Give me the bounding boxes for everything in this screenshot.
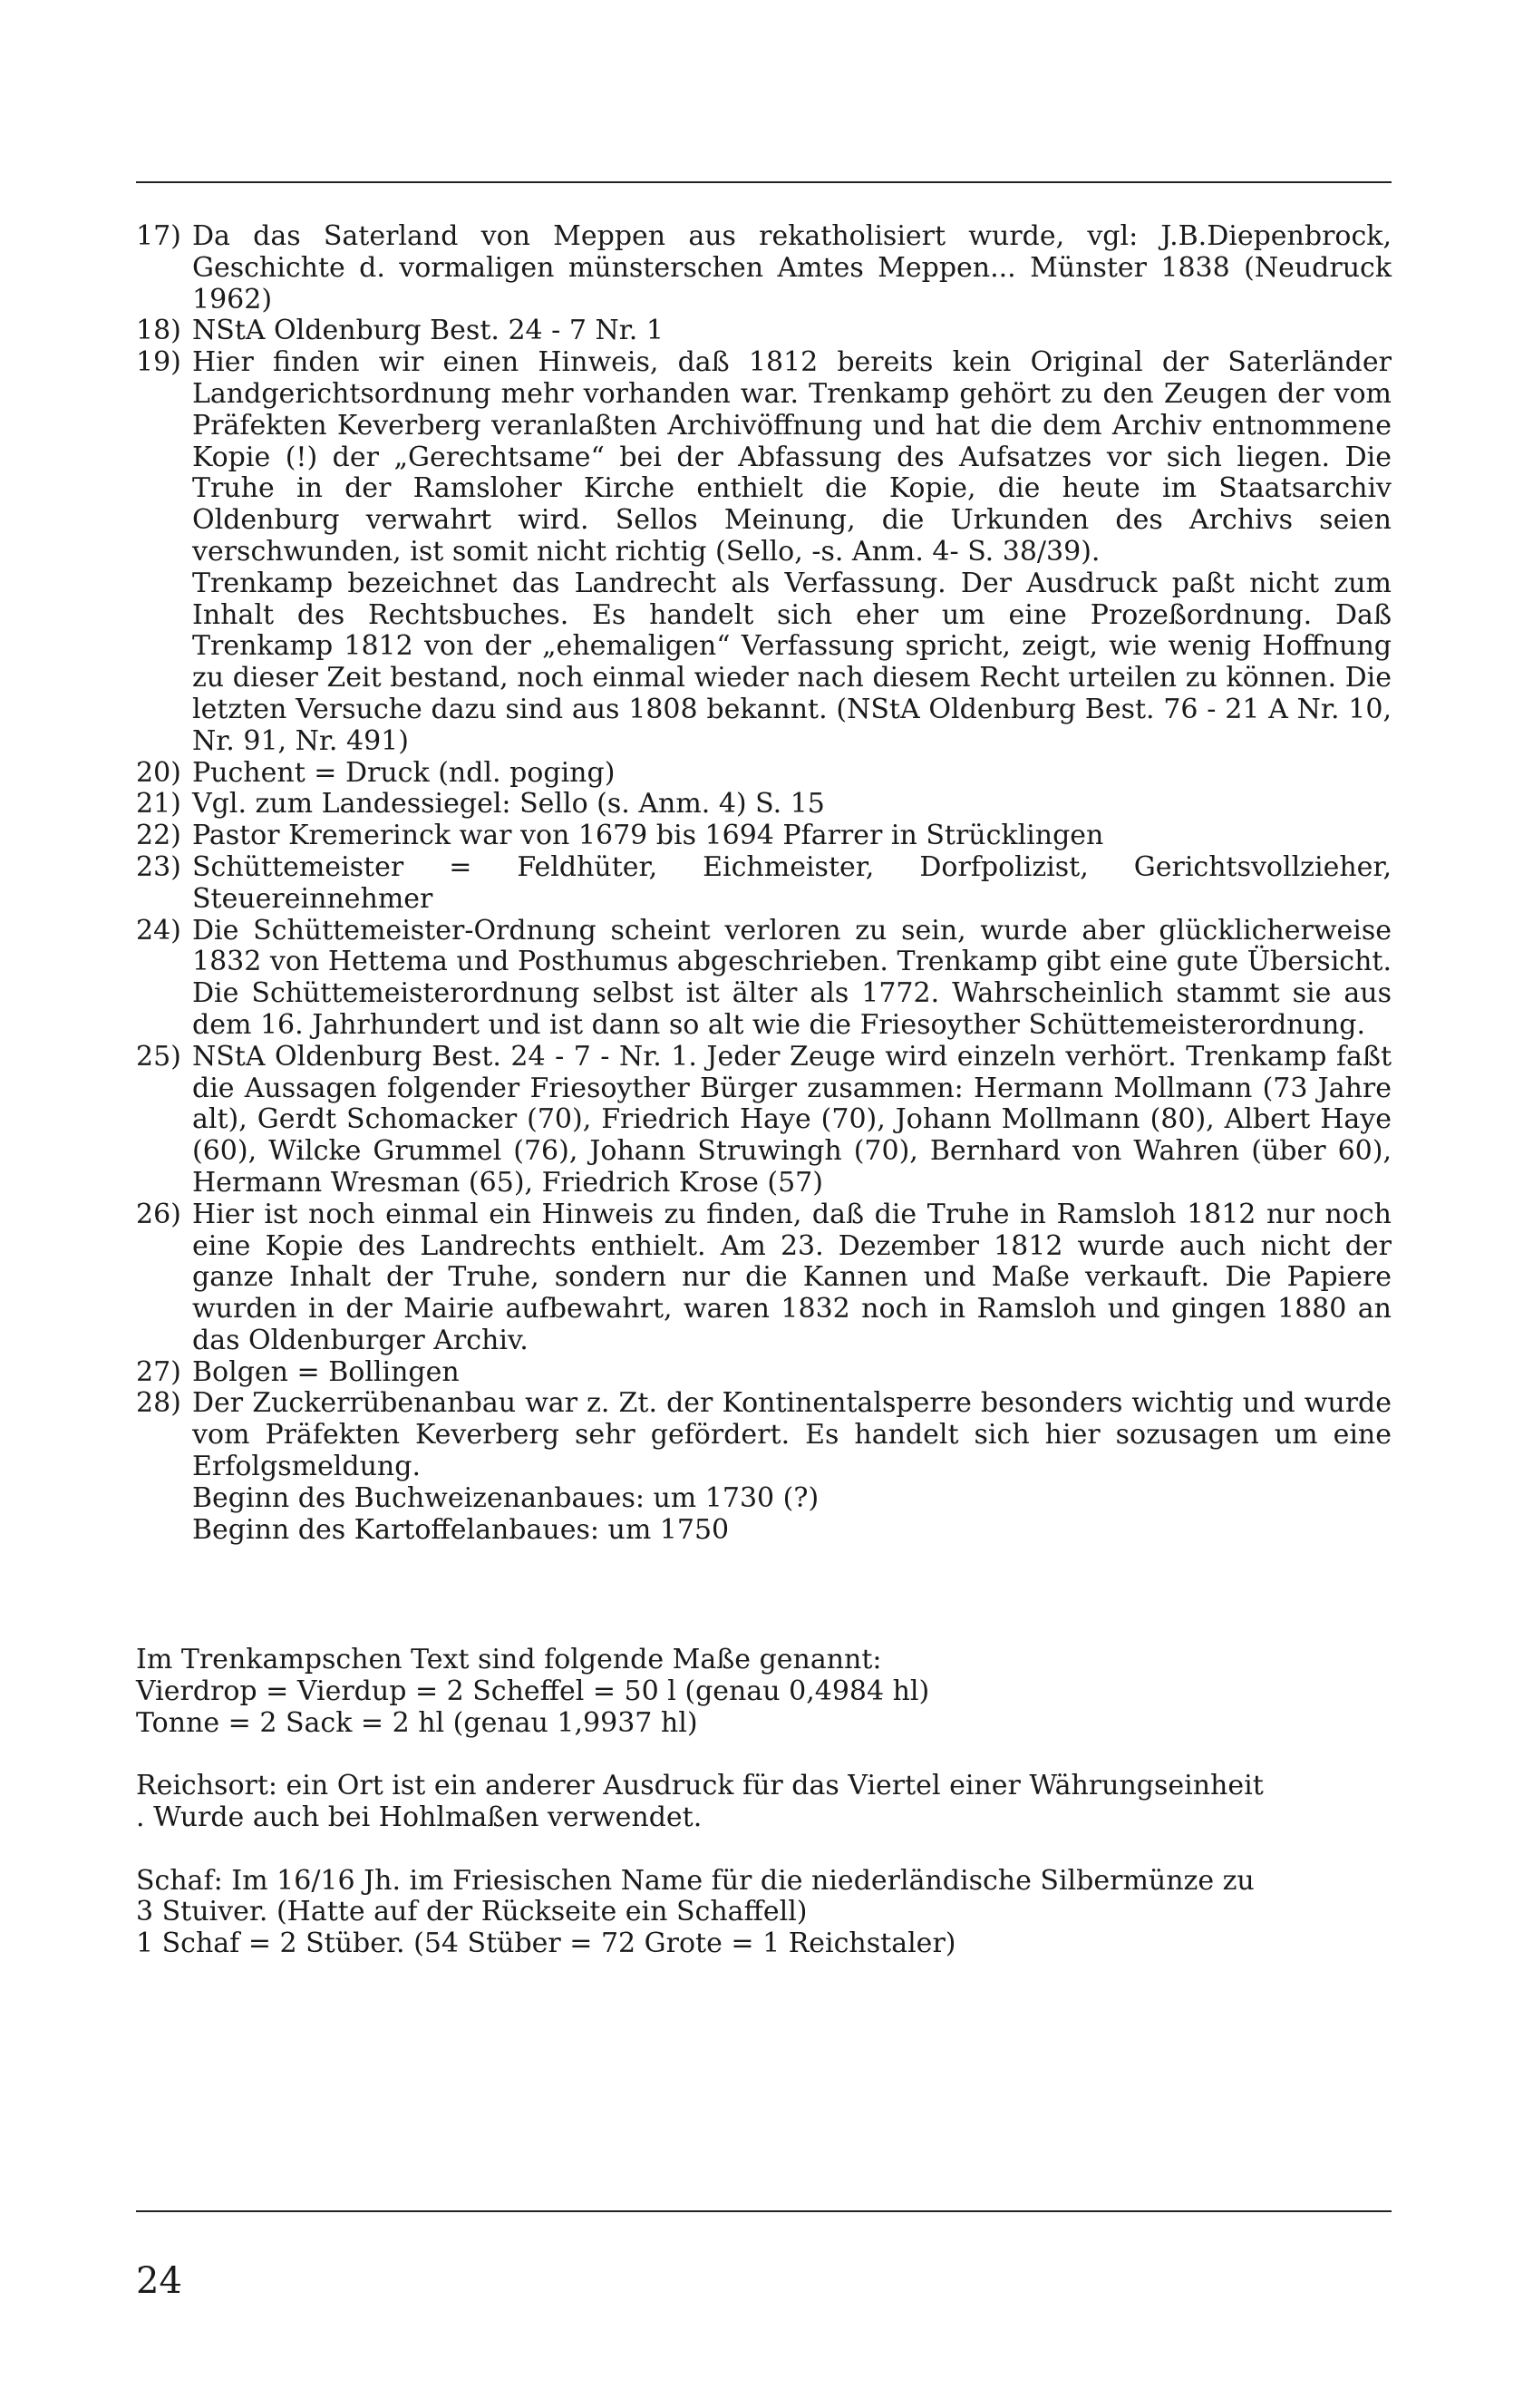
footnote-body [192, 820, 1392, 852]
footnote-21 [136, 789, 1392, 820]
reichsort-line-1: Reichsort: ein Ort ist ein anderer Ausdruck für das Viertel einer Währungseinheit [136, 1770, 1264, 1802]
measures-intro: Im Trenkampschen Text sind folgende Maße genannt: [136, 1644, 882, 1675]
footnote-24 [136, 916, 1392, 1042]
footnote-number: 23) [136, 850, 181, 883]
footnote-20 [136, 758, 1392, 790]
footnote-body [192, 916, 1392, 1042]
footnote-text: Puchent = Druck (ndl. poging) [192, 756, 616, 789]
footnote-number: 26) [136, 1198, 181, 1230]
footnote-text: Bolgen = Bollingen [192, 1355, 460, 1388]
footnote-body [192, 1042, 1392, 1199]
kartoffel-line: Beginn des Kartoffelanbaues: um 1750 [192, 1513, 730, 1546]
schaf-line-2: 3 Stuiver. (Hatte auf der Rückseite ein Schaffell) [136, 1896, 808, 1928]
footnote-body [192, 347, 1392, 757]
footnote-text: Vgl. zum Landessiegel: Sello (s. Anm. 4) S. 15 [192, 788, 825, 820]
footnote-text: Der Zuckerrübenanbau war z. Zt. der Kontinentalsperre besonders wichtig und wurde vom Präfekten Keverberg sehr gefördert. Es handelt sich hier sozusagen um eine Erfolgsmeldung. [192, 1387, 1392, 1483]
footnote-number: 27) [136, 1355, 181, 1388]
footnote-number: 19) [136, 346, 181, 379]
footnote-body [192, 852, 1392, 916]
footnote-number: 22) [136, 820, 181, 852]
top-rule [136, 181, 1392, 183]
measures-section [136, 1645, 1392, 1992]
measures-block [136, 1645, 1392, 1739]
footnote-number: 28) [136, 1387, 181, 1420]
footnote-28 [136, 1388, 1392, 1546]
footnotes-list [136, 221, 1392, 1546]
footnote-text: Hier ist noch einmal ein Hinweis zu finden, daß die Truhe in Ramsloh 1812 nur noch eine Kopie des Landrechts enthielt. Am 23. Dezember 1812 wurde auch nicht der ganze Inhalt der Truhe, sondern nur die Kannen und Maße verkauft. Die Papiere wurden in der Mairie aufbewahrt, waren 1832 noch in Ramsloh und gingen 1880 an das Oldenburger Archiv. [192, 1198, 1392, 1356]
footnote-number: 17) [136, 220, 181, 252]
footnote-number: 20) [136, 756, 181, 789]
footnote-text: Hier finden wir einen Hinweis, daß 1812 bereits kein Original der Saterländer Landgerichtsordnung mehr vorhanden war. Trenkamp gehört zu den Zeugen der vom Präfekten Keverberg veranlaßten Archivöffnung und hat die dem Archiv entnommene Kopie (!) der „Gerechtsame“ bei der Abfassung des Aufsatzes vor sich liegen. Die Truhe in der Ramsloher Kirche enthielt die Kopie, die heute im Staatsarchiv Oldenburg verwahrt wird. Sellos Meinung, die Urkunden des Archivs seien verschwunden, ist somit nicht richtig (Sello, -s. Anm. 4- S. 38/39). [192, 346, 1392, 568]
schaf-line-1: Schaf: Im 16/16 Jh. im Friesischen Name für die niederländische Silbermünze zu [136, 1864, 1255, 1897]
footnote-body [192, 221, 1392, 316]
footnote-text-continued: Trenkamp bezeichnet das Landrecht als Verfassung. Der Ausdruck paßt nicht zum Inhalt des Rechtsbuches. Es handelt sich eher um eine Prozeßordnung. Daß Trenkamp 1812 von der „ehemaligen“ Verfassung spricht, zeigt, wie wenig Hoffnung zu dieser Zeit bestand, noch einmal wieder nach diesem Recht urteilen zu können. Die letzten Versuche dazu sind aus 1808 bekannt. (NStA Oldenburg Best. 76 - 21 A Nr. 10, Nr. 91, Nr. 491) [192, 567, 1392, 757]
footnote-22 [136, 820, 1392, 852]
footnote-18 [136, 316, 1392, 347]
schaf-block [136, 1866, 1392, 1960]
footnote-body [192, 1357, 1392, 1389]
reichsort-line-2: . Wurde auch bei Hohlmaßen verwendet. [136, 1801, 703, 1833]
footnote-text: Schüttemeister = Feldhüter, Eichmeister, Dorfpolizist, Gerichtsvollzieher, Steuereinnehmer [192, 850, 1392, 915]
footnote-text: Da das Saterland von Meppen aus rekatholisiert wurde, vgl: J.B.Diepenbrock, Geschichte d. vormaligen münsterschen Amtes Meppen... Münster 1838 (Neudruck 1962) [192, 220, 1392, 316]
footnote-number: 24) [136, 914, 181, 947]
footnote-number: 21) [136, 788, 181, 820]
bottom-rule [136, 2210, 1392, 2212]
footnote-body [192, 758, 1392, 790]
footnote-19 [136, 347, 1392, 757]
footnote-body [192, 789, 1392, 820]
footnote-number: 18) [136, 315, 181, 347]
footnote-body [192, 1199, 1392, 1357]
footnote-number: 25) [136, 1040, 181, 1073]
footnote-17 [136, 221, 1392, 316]
reichsort-block [136, 1771, 1392, 1834]
footnote-text: NStA Oldenburg Best. 24 - 7 Nr. 1 [192, 315, 664, 347]
footnote-text: Die Schüttemeister-Ordnung scheint verloren zu sein, wurde aber glücklicherweise 1832 von Hettema und Posthumus abgeschrieben. Trenkamp gibt eine gute Übersicht. Die Schüttemeisterordnung selbst ist älter als 1772. Wahrscheinlich stammt sie aus dem 16. Jahrhundert und ist dann so alt wie die Friesoyther Schüttemeisterordnung. [192, 914, 1392, 1041]
footnote-body [192, 316, 1392, 347]
footnote-23 [136, 852, 1392, 916]
vierdrop-line: Vierdrop = Vierdup = 2 Scheffel = 50 l (genau 0,4984 hl) [136, 1675, 930, 1707]
footnote-25 [136, 1042, 1392, 1199]
footnote-27 [136, 1357, 1392, 1389]
footnote-text: Pastor Kremerinck war von 1679 bis 1694 Pfarrer in Strücklingen [192, 820, 1104, 852]
footnote-26 [136, 1199, 1392, 1357]
buchweizen-line: Beginn des Buchweizenanbaues: um 1730 (?) [192, 1481, 820, 1514]
footnote-body [192, 1388, 1392, 1546]
tonne-line: Tonne = 2 Sack = 2 hl (genau 1,9937 hl) [136, 1706, 698, 1739]
page-number: 24 [136, 2260, 182, 2302]
footnote-text: NStA Oldenburg Best. 24 - 7 - Nr. 1. Jeder Zeuge wird einzeln verhört. Trenkamp faßt die Aussagen folgender Friesoyther Bürger zusammen: Hermann Mollmann (73 Jahre alt), Gerdt Schomacker (70), Friedrich Haye (70), Johann Mollmann (80), Albert Haye (60), Wilcke Grummel (76), Johann Struwingh (70), Bernhard von Wahren (über 60), Hermann Wresman (65), Friedrich Krose (57) [192, 1040, 1392, 1199]
schaf-line-3: 1 Schaf = 2 Stüber. (54 Stüber = 72 Grote = 1 Reichstaler) [136, 1927, 956, 1960]
